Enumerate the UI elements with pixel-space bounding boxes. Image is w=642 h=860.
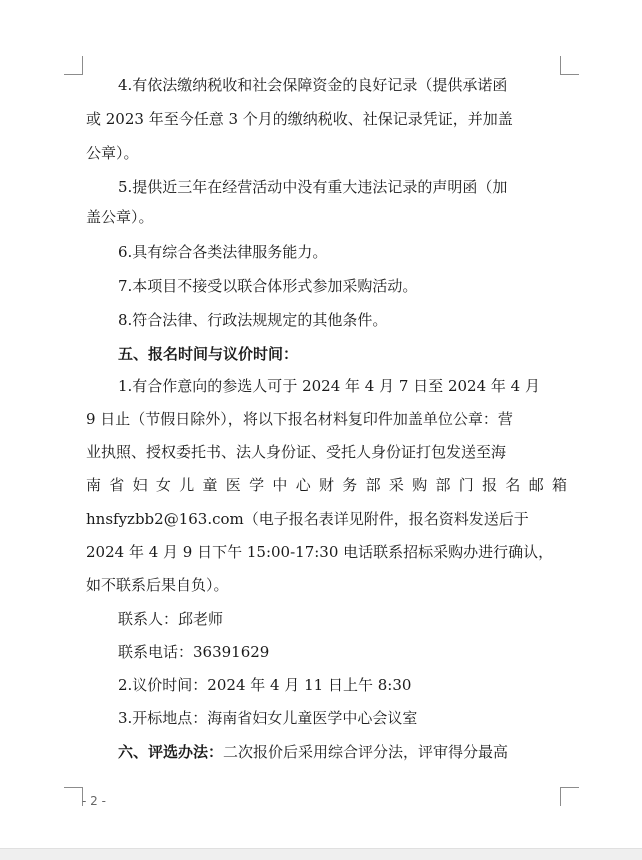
crop-mark-top-left — [64, 56, 83, 75]
section-heading: 五、报名时间与议价时间： — [118, 345, 299, 363]
text-line: 9 日止（节假日除外），将以下报名材料复印件加盖单位公章：营 — [86, 410, 513, 428]
text-line: 8.符合法律、行政法规规定的其他条件。 — [118, 311, 388, 329]
text-line: 2024 年 4 月 9 日下午 15:00-17:30 电话联系招标采购办进行确认， — [86, 543, 554, 561]
text-line: hnsfyzbb2@163.com（电子报名表详见附件，报名资料发送后于 — [86, 510, 529, 528]
text-line: 4.有依法缴纳税收和社会保障资金的良好记录（提供承诺函 — [118, 76, 508, 94]
crop-mark-top-right — [560, 56, 579, 75]
contact-phone: 联系电话：36391629 — [118, 643, 270, 661]
text-line: 二次报价后采用综合评分法，评审得分最高 — [223, 743, 509, 761]
crop-mark-bottom-right — [560, 787, 579, 806]
text-line: 南省妇女儿童医学中心财务部采购部门报名邮箱 — [86, 476, 576, 494]
section-heading-label: 六、评选办法： — [118, 743, 224, 761]
text-line: 5.提供近三年在经营活动中没有重大违法记录的声明函（加 — [118, 178, 508, 196]
text-line: 业执照、授权委托书、法人身份证、受托人身份证打包发送至海 — [86, 443, 507, 461]
text-line: 或 2023 年至今任意 3 个月的缴纳税收、社保记录凭证，并加盖 — [86, 110, 513, 128]
page-number: - 2 - — [82, 794, 106, 808]
page-gap — [0, 848, 642, 860]
text-line: 公章）。 — [86, 144, 139, 162]
text-line: 盖公章）。 — [86, 208, 154, 226]
text-line: 3.开标地点：海南省妇女儿童医学中心会议室 — [118, 709, 418, 727]
section-heading — [118, 741, 508, 763]
contact-person: 联系人：邱老师 — [118, 610, 224, 628]
text-line: 7.本项目不接受以联合体形式参加采购活动。 — [118, 277, 418, 295]
crop-mark-bottom-left — [64, 787, 83, 806]
text-line: 如不联系后果自负）。 — [86, 576, 229, 594]
text-line: 2.议价时间：2024 年 4 月 11 日上午 8:30 — [118, 676, 412, 694]
text-line: 6.具有综合各类法律服务能力。 — [118, 243, 328, 261]
text-line: 1.有合作意向的参选人可于 2024 年 4 月 7 日至 2024 年 4 月 — [118, 377, 540, 395]
